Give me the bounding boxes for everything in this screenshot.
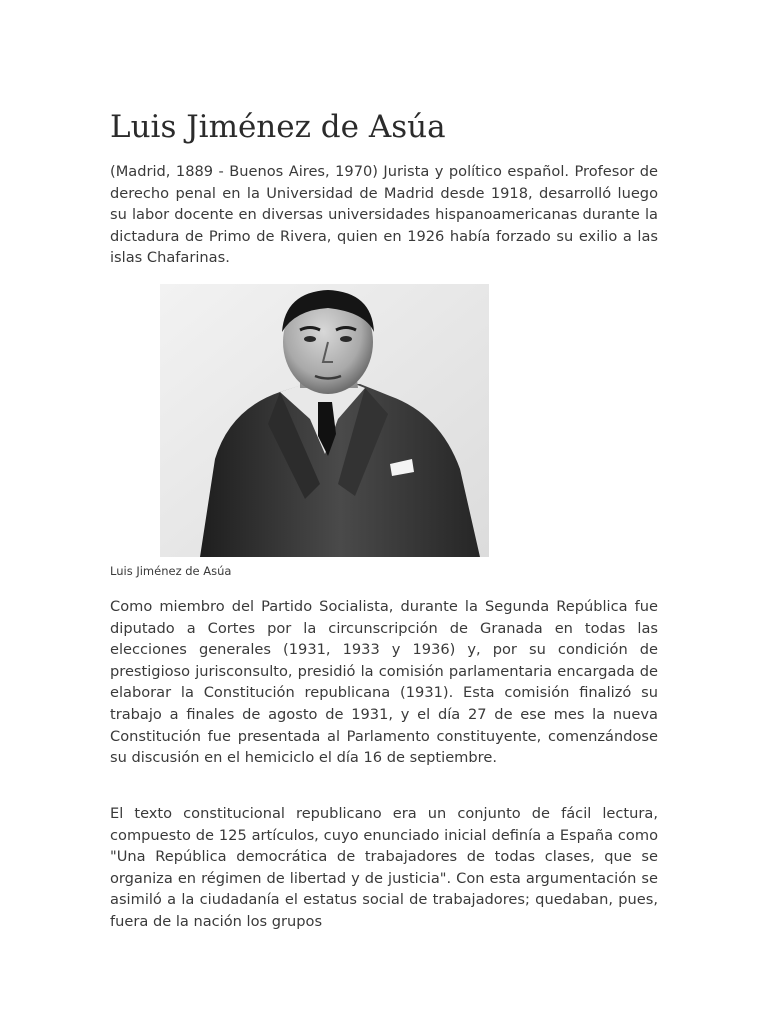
portrait-illustration bbox=[160, 284, 489, 557]
portrait-photo bbox=[160, 284, 489, 557]
intro-paragraph: (Madrid, 1889 - Buenos Aires, 1970) Jurista y político español. Profesor de derecho penal en la Universidad de Madrid desde 1918, desarrolló luego su labor docente en diversas universidades hispanoamericanas durante la dictadura de Primo de Rivera, quien en 1926 había forzado su exilio a las islas Chafarinas. bbox=[110, 163, 658, 267]
photo-caption: Luis Jiménez de Asúa bbox=[110, 564, 232, 578]
body-paragraph-1: Como miembro del Partido Socialista, durante la Segunda República fue diputado a Cortes por la circunscripción de Granada en todas las elecciones generales (1931, 1933 y 1936) y, por su condición de prestigioso jurisconsulto, presidió la comisión parlamentaria encargada de elaborar la Constitución republicana (1931). Esta comisión finalizó su trabajo a finales de agosto de 1931, y el día 27 de ese mes la nueva Constitución fue presentada al Parlamento constituyente, comenzándose su discusión en el hemiciclo el día 16 de septiembre. bbox=[110, 598, 658, 767]
page-title: Luis Jiménez de Asúa bbox=[110, 109, 446, 145]
body-paragraph-2: El texto constitucional republicano era un conjunto de fácil lectura, compuesto de 125 artículos, cuyo enunciado inicial definía a España como "Una República democrática de trabajadores de todas clases, que se organiza en régimen de libertad y de justicia". Con esta argumentación se asimiló a la ciudadanía el estatus social de trabajadores; quedaban, pues, fuera de la nación los grupos bbox=[110, 805, 658, 930]
